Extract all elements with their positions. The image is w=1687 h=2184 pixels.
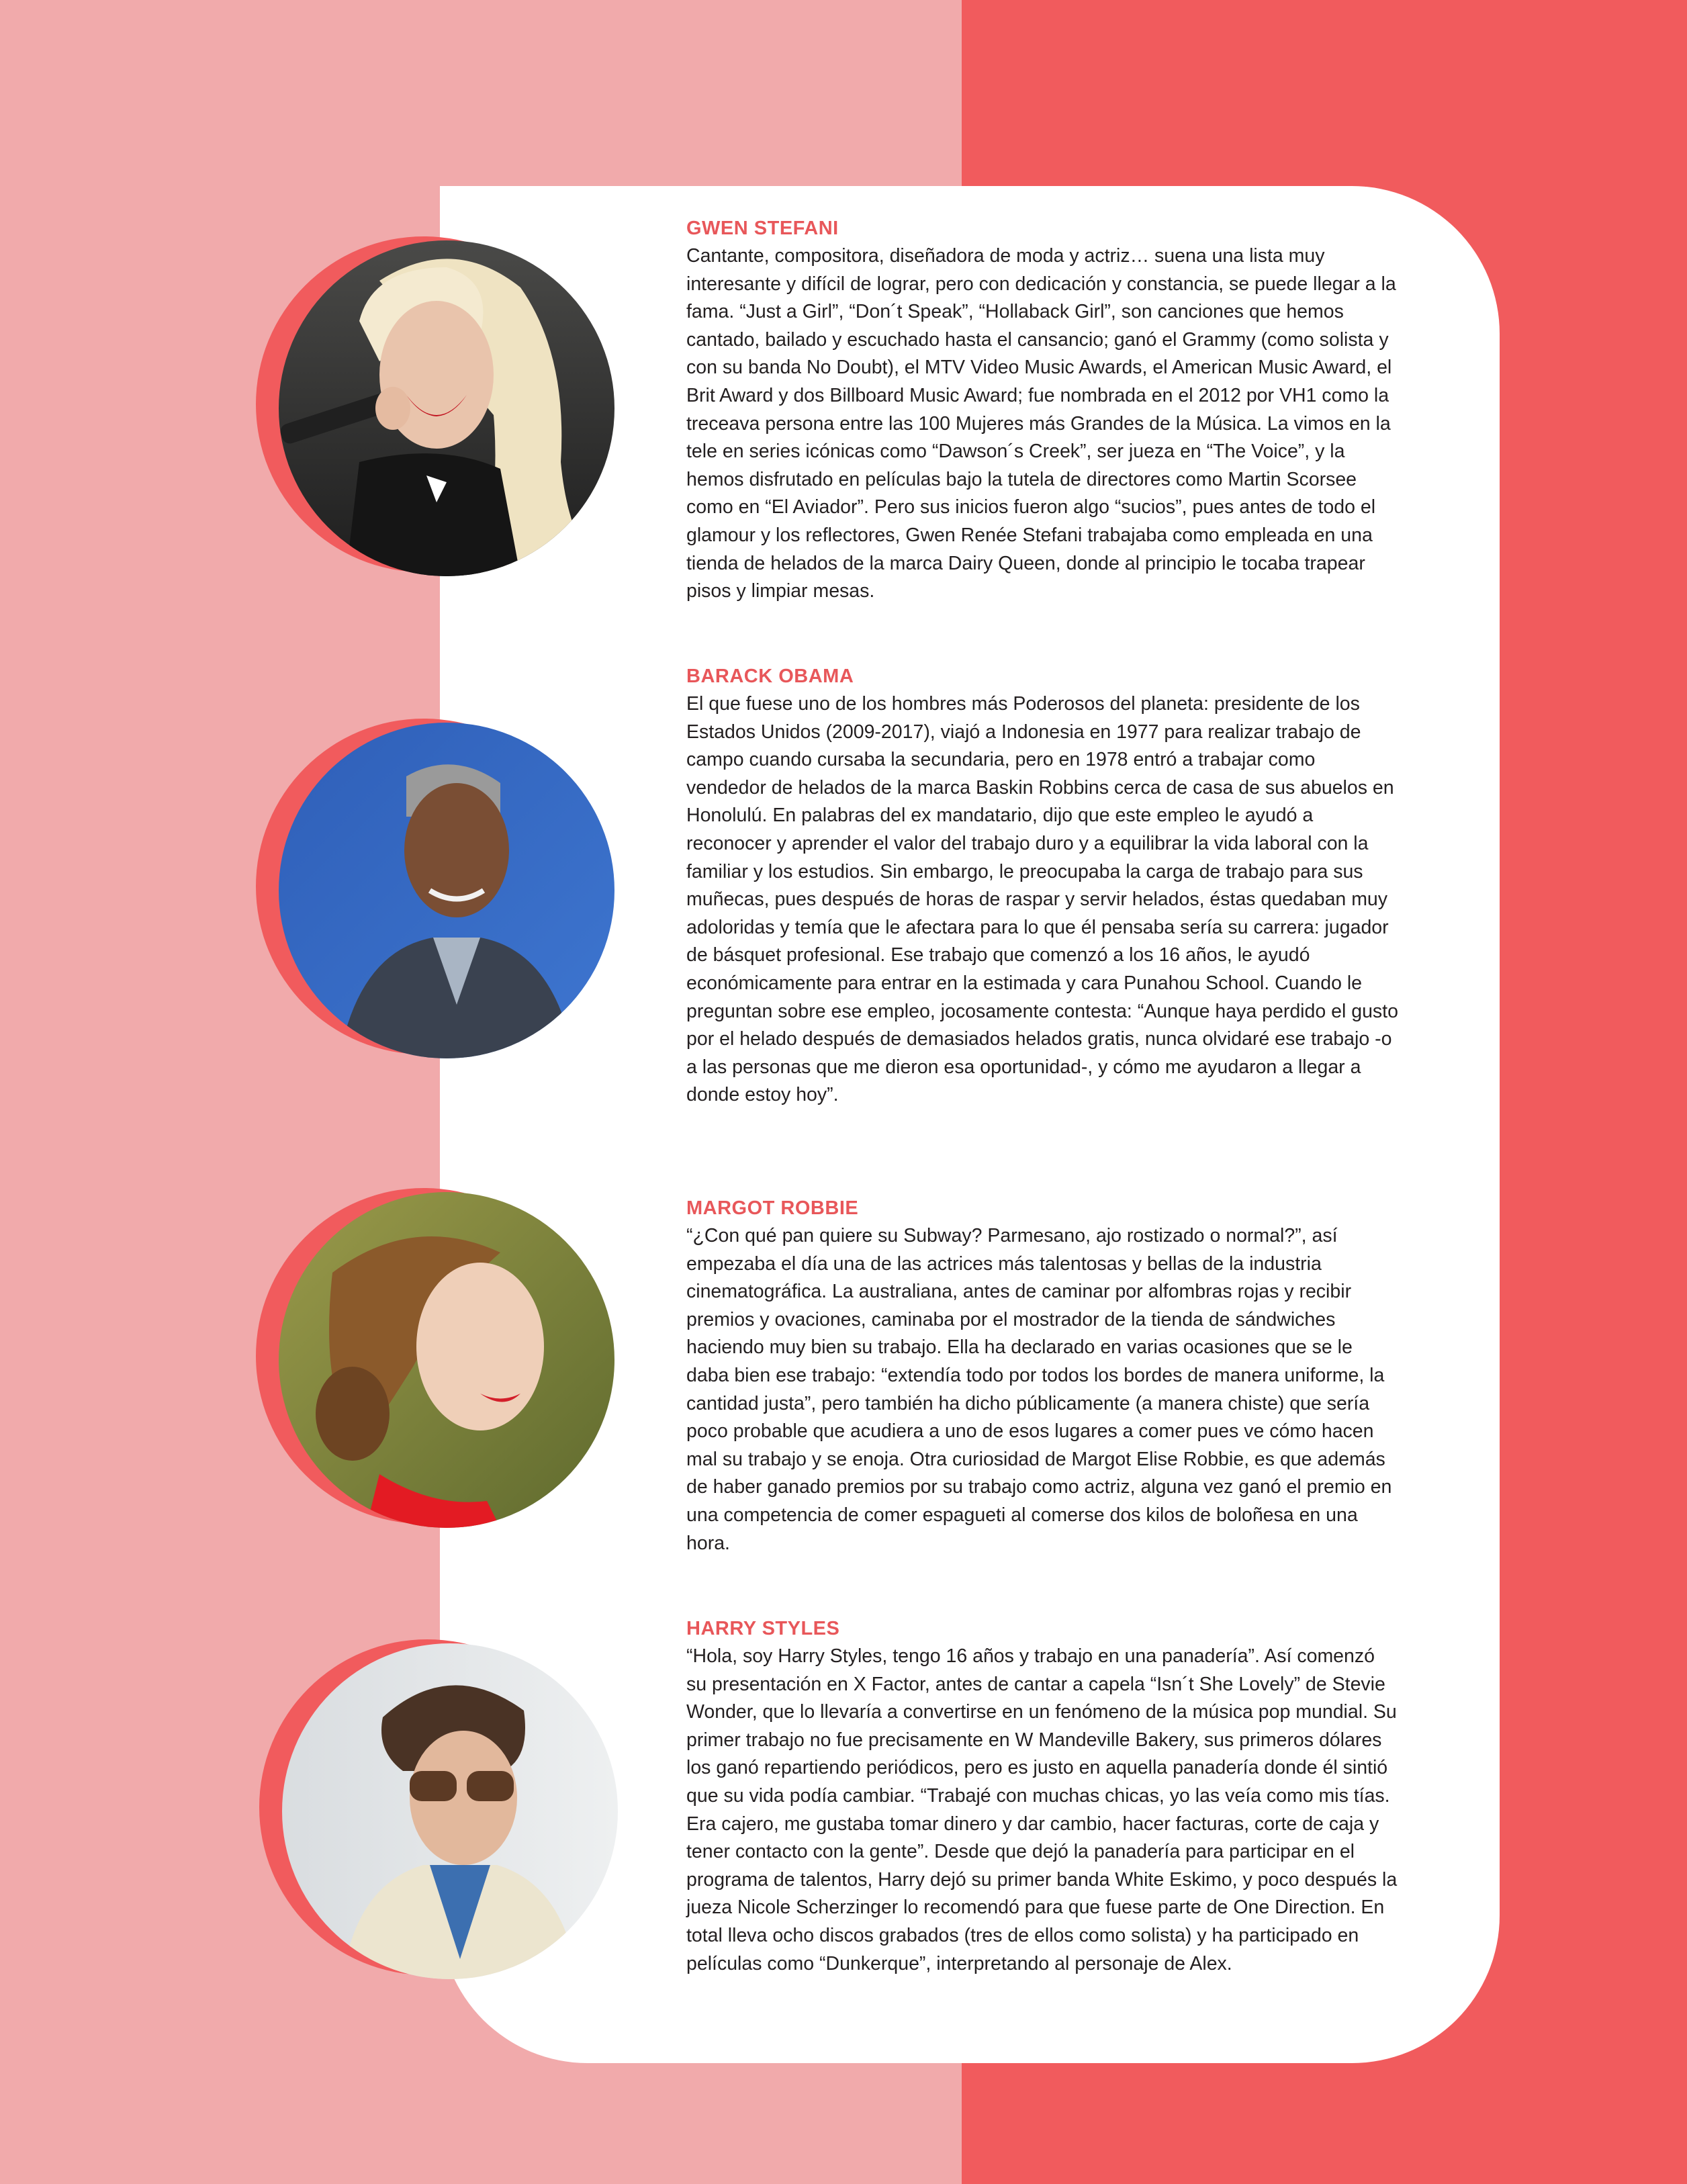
profile-harry-styles [686,1614,1398,1978]
portrait-photo [279,240,614,576]
portrait-gwen-stefani [279,240,614,576]
portrait-photo [279,723,614,1058]
profile-name: GWEN STEFANI [686,218,839,239]
portrait-harry-styles [282,1643,618,1979]
profile-margot-robbie [686,1194,1398,1557]
profile-text: Cantante, compositora, diseñadora de moda y actriz… suena una lista muy interesante y difícil de lograr, pero con dedicación y constancia, se puede llegar a la fama. “Just a Girl”, “Don´t Speak”, “Hollaback Girl”, son canciones que hemos cantado, bailado y escuchado hasta el cansancio; ganó el Grammy (como solista y con su banda No Doubt), el MTV Video Music Awards, el American Music Award, el Brit Award y dos Billboard Music Award; fue nombrada en el 2012 por VH1 como la treceava persona entre las 100 Mujeres más Grandes de la Música. La vimos en la tele en series icónicas como “Dawson´s Creek”, ser jueza en “The Voice”, y la hemos disfrutado en películas bajo la tutela de directores como Martin Scorsee como en “El Aviador”. Pero sus inicios fueron algo “sucios”, pues antes de todo el glamour y los reflectores, Gwen Renée Stefani trabajaba como empleada en una tienda de helados de la marca Dairy Queen, donde al principio le tocaba trapear pisos y limpiar mesas. [686,245,1396,602]
profile-name: HARRY STYLES [686,1618,840,1639]
profile-barack-obama [686,662,1398,1109]
profile-text: “¿Con qué pan quiere su Subway? Parmesano, ajo rostizado o normal?”, así empezaba el día una de las actrices más talentosas y bellas de la industria cinematográfica. La australiana, antes de caminar por alfombras rojas y recibir premios y ovaciones, caminaba por el mostrador de la tienda de sándwiches haciendo muy bien su trabajo. Ella ha declarado en varias ocasiones que se le daba bien ese trabajo: “extendía todo por todos los bordes de manera uniforme, la cantidad justa”, pero también ha dicho públicamente (a manera chiste) que sería poco probable que acudiera a uno de esos lugares a comer pues ve cómo hacen mal su trabajo y se enoja. Otra curiosidad de Margot Elise Robbie, es que además de haber ganado premios por su trabajo como actriz, alguna vez ganó el premio en una competencia de comer espagueti al comerse dos kilos de boloñesa en una hora. [686,1225,1392,1554]
portrait-barack-obama [279,723,614,1058]
portrait-photo [282,1643,618,1979]
profile-text: “Hola, soy Harry Styles, tengo 16 años y trabajo en una panadería”. Así comenzó su presentación en X Factor, antes de cantar a capela “Isn´t She Lovely” de Stevie Wonder, que lo llevaría a convertirse en un fenómeno de la música pop mundial. Su primer trabajo no fue precisamente en W Mandeville Bakery, sus primeros dólares los ganó repartiendo periódicos, pero es justo en aquella panadería donde él sintió que su vida podía cambiar. “Trabajé con muchas chicas, yo las veía como mis tías. Era cajero, me gustaba tomar dinero y dar cambio, hacer facturas, corte de caja y tener contacto con la gente”. Desde que dejó la panadería para participar en el programa de talentos, Harry dejó su primer banda White Eskimo, y poco después la jueza Nicole Scherzinger lo recomendó para que fuese parte de One Direction. En total lleva ocho discos grabados (tres de ellos como solista) y ha participado en películas como “Dunkerque”, interpretando al personaje de Alex. [686,1645,1398,1974]
portrait-margot-robbie [279,1192,614,1528]
profile-text: El que fuese uno de los hombres más Poderosos del planeta: presidente de los Estados Unidos (2009-2017), viajó a Indonesia en 1977 para realizar trabajo de campo cuando cursaba la secundaria, pero en 1978 entró a trabajar como vendedor de helados de la marca Baskin Robbins cerca de casa de sus abuelos en Honolulú. En palabras del ex mandatario, dijo que este empleo le ayudó a reconocer y aprender el valor del trabajo duro y a equilibrar la vida laboral con la familiar y los estudios. Sin embargo, le preocupaba la carga de trabajo para sus muñecas, pues después de horas de raspar y servir helados, éstas quedaban muy adoloridas y temía que le afectara para lo que él pensaba sería su carrera: jugador de básquet profesional. Ese trabajo que comenzó a los 16 años, le ayudó económicamente para entrar en la estimada y cara Punahou School. Cuando le preguntan sobre ese empleo, jocosamente contesta: “Aunque haya perdido el gusto por el helado después de demasiados helados gratis, nunca olvidaré ese trabajo -o a las personas que me dieron esa oportunidad-, y cómo me ayudaron a llegar a donde estoy hoy”. [686,693,1398,1106]
profile-gwen-stefani [686,214,1398,606]
portrait-photo [279,1192,614,1528]
profile-name: MARGOT ROBBIE [686,1197,859,1219]
profile-name: BARACK OBAMA [686,666,854,687]
